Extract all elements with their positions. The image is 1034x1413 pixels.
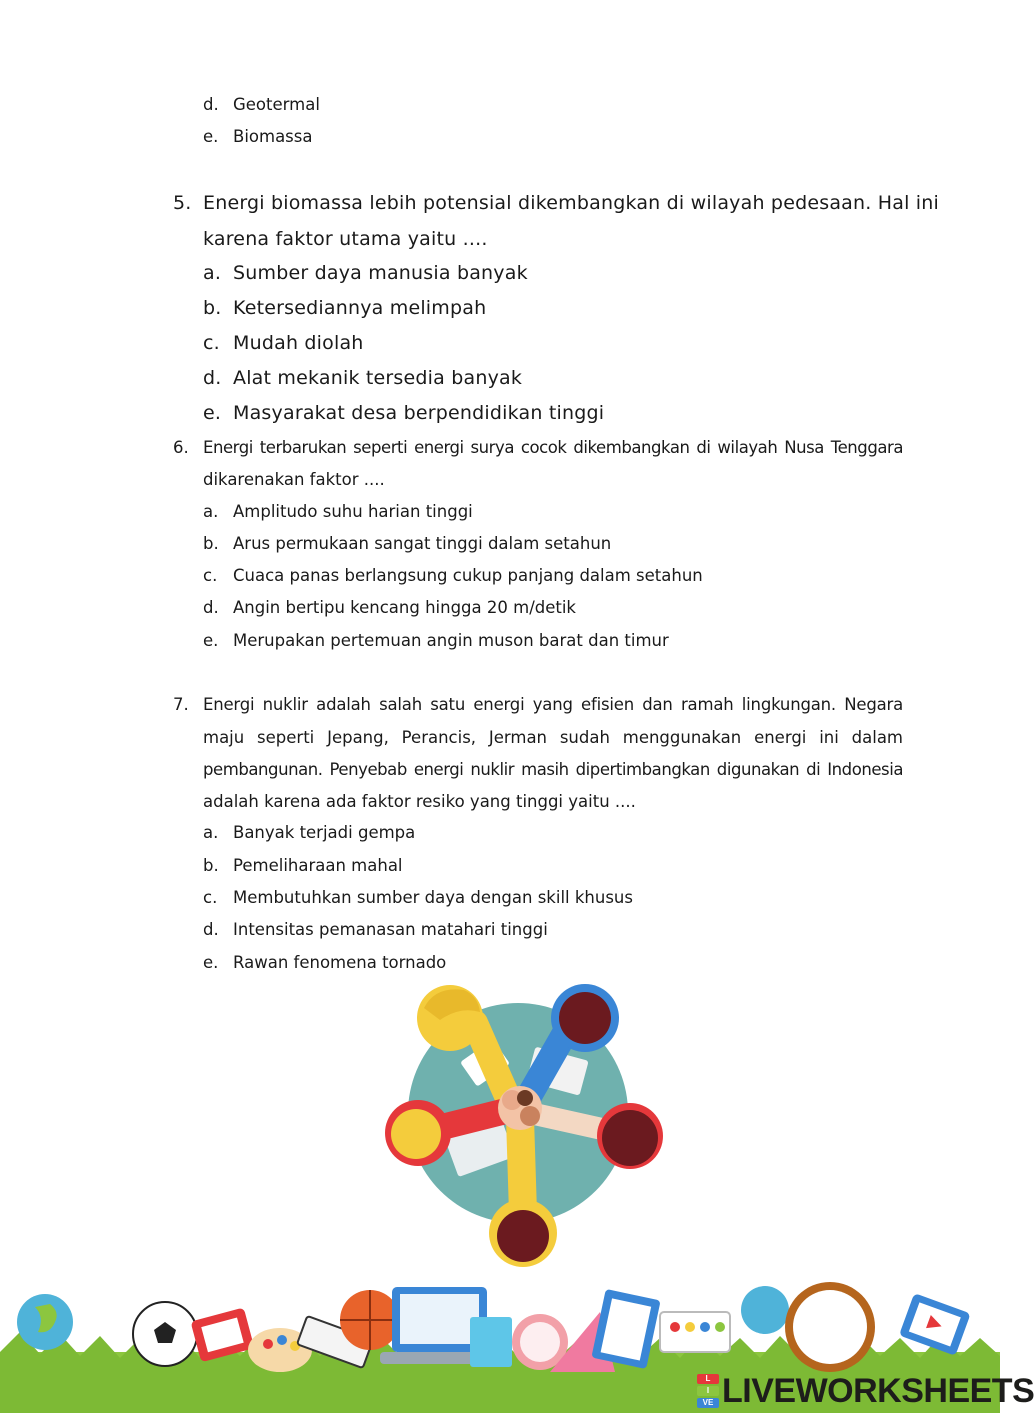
option-letter: e.	[203, 402, 222, 424]
brand-name: LIVEWORKSHEETS	[722, 1371, 1034, 1410]
option-text: Biomassa	[233, 127, 313, 146]
brand-badge-letter: L	[697, 1374, 719, 1384]
option-row	[203, 631, 669, 650]
option-text: Merupakan pertemuan angin muson barat dan timur	[233, 631, 669, 650]
option-row	[203, 534, 611, 553]
option-letter: a.	[203, 502, 219, 521]
option-row	[203, 402, 604, 424]
liveworksheets-logo	[697, 1372, 1034, 1410]
teamwork-illustration	[380, 978, 670, 1270]
option-text: Mudah diolah	[233, 332, 364, 354]
question-number: 6.	[173, 438, 189, 457]
option-text: Masyarakat desa berpendidikan tinggi	[233, 402, 605, 424]
option-text: Arus permukaan sangat tinggi dalam setahun	[233, 534, 612, 553]
question-text: adalah karena ada faktor resiko yang tinggi yaitu ....	[203, 792, 636, 811]
option-row	[203, 920, 548, 939]
option-text: Geotermal	[233, 95, 320, 114]
paint-set-icon	[660, 1312, 730, 1352]
option-text: Sumber daya manusia banyak	[233, 262, 528, 284]
option-text: Membutuhkan sumber daya dengan skill khusus	[233, 888, 633, 907]
option-text: Rawan fenomena tornado	[233, 953, 447, 972]
brand-badge-letter: VE	[697, 1398, 719, 1408]
option-letter: c.	[203, 888, 218, 907]
option-letter: b.	[203, 297, 222, 319]
question-text: dikarenakan faktor ....	[203, 470, 385, 489]
option-letter: c.	[203, 566, 218, 585]
option-letter: b.	[203, 856, 219, 875]
option-text: Angin bertipu kencang hingga 20 m/detik	[233, 598, 576, 617]
option-text: Ketersediannya melimpah	[233, 297, 487, 319]
option-letter: e.	[203, 127, 219, 146]
option-letter: a.	[203, 262, 222, 284]
brand-badge-letter: I	[697, 1386, 719, 1396]
option-row	[203, 856, 403, 875]
option-letter: d.	[203, 95, 219, 114]
question-text: pembangunan. Penyebab energi nuklir masih dipertimbangkan digunakan di Indonesia	[203, 760, 903, 779]
globe-icon	[741, 1286, 789, 1334]
option-row	[203, 297, 486, 319]
option-letter: b.	[203, 534, 219, 553]
option-letter: c.	[203, 332, 220, 354]
option-letter: a.	[203, 823, 219, 842]
option-text: Pemeliharaan mahal	[233, 856, 403, 875]
option-letter: d.	[203, 367, 222, 389]
option-row	[203, 566, 703, 585]
question-text: karena faktor utama yaitu ....	[203, 228, 488, 250]
question-number: 5.	[173, 192, 192, 214]
question-text: Energi biomassa lebih potensial dikembangkan di wilayah pedesaan. Hal ini	[203, 192, 939, 214]
hand	[517, 1090, 533, 1106]
option-letter: e.	[203, 953, 219, 972]
option-row	[203, 332, 364, 354]
question-text: Energi terbarukan seperti energi surya cocok dikembangkan di wilayah Nusa Tenggara	[203, 438, 903, 457]
question-text: Energi nuklir adalah salah satu energi yang efisien dan ramah lingkungan. Negara	[203, 695, 903, 714]
question-text: maju seperti Jepang, Perancis, Jerman sudah menggunakan energi ini dalam	[203, 728, 903, 747]
option-letter: e.	[203, 631, 219, 650]
option-row	[203, 953, 446, 972]
option-row	[203, 823, 415, 842]
option-row	[203, 127, 313, 146]
option-row	[203, 888, 633, 907]
option-row	[203, 598, 576, 617]
option-letter: d.	[203, 920, 219, 939]
brand-badge	[697, 1374, 719, 1408]
option-text: Banyak terjadi gempa	[233, 823, 416, 842]
option-row	[203, 502, 473, 521]
hand	[520, 1106, 540, 1126]
question-number: 7.	[173, 695, 189, 714]
option-row	[203, 95, 320, 114]
option-text: Intensitas pemanasan matahari tinggi	[233, 920, 548, 939]
option-row	[203, 367, 522, 389]
option-text: Alat mekanik tersedia banyak	[233, 367, 523, 389]
option-text: Amplitudo suhu harian tinggi	[233, 502, 473, 521]
book-icon	[470, 1317, 512, 1367]
option-text: Cuaca panas berlangsung cukup panjang dalam setahun	[233, 566, 703, 585]
option-row	[203, 262, 528, 284]
option-letter: d.	[203, 598, 219, 617]
